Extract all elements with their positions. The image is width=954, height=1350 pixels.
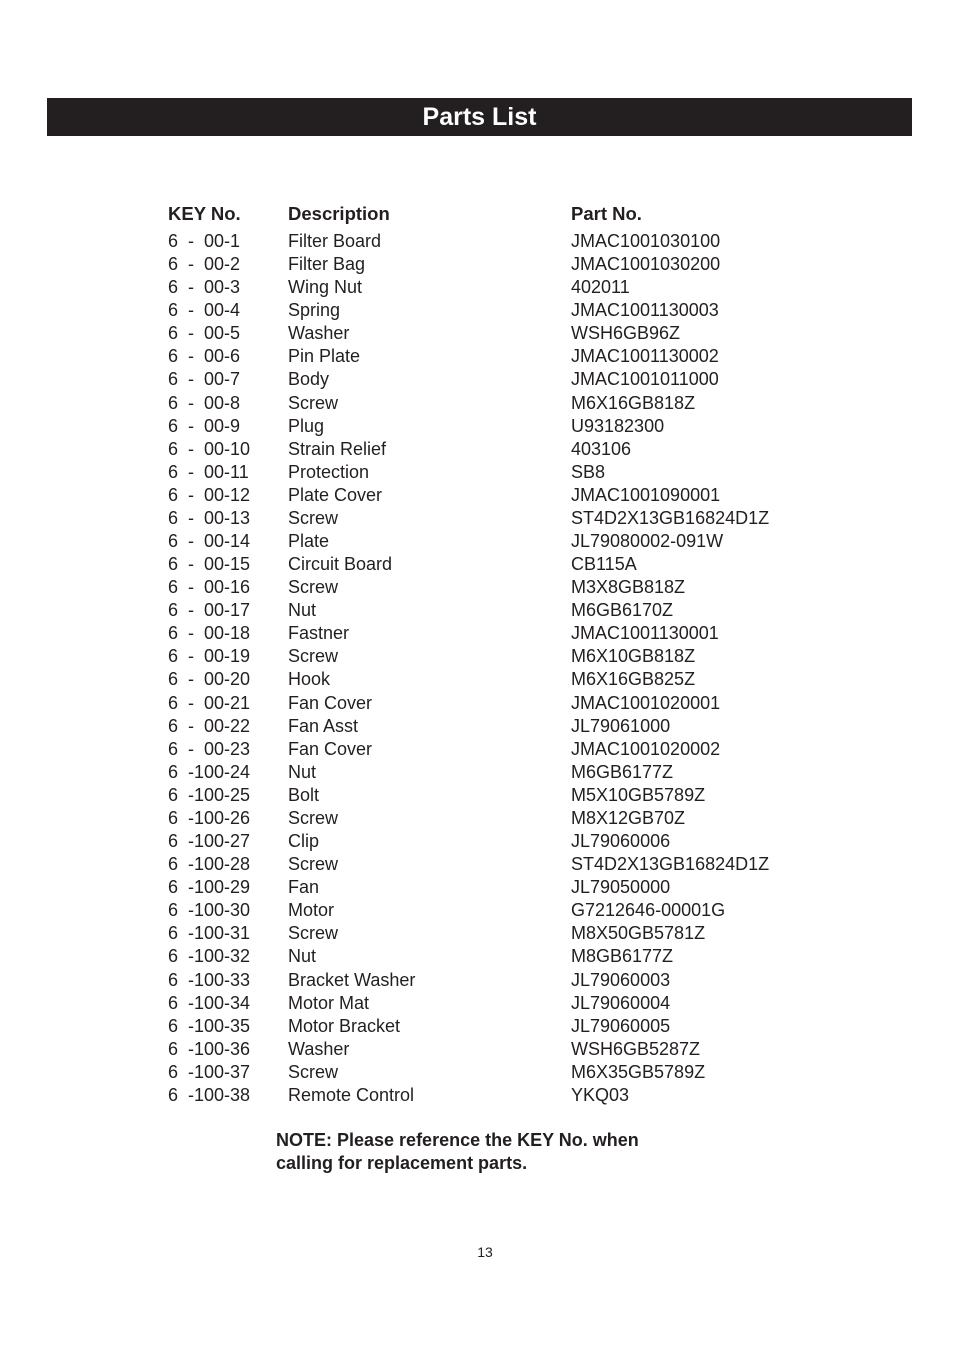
description-cell: Body: [288, 369, 330, 390]
table-row: [168, 276, 808, 299]
description-cell: Circuit Board: [288, 554, 393, 575]
description-cell: Pin Plate: [288, 346, 361, 367]
header-key-no: KEY No.: [168, 203, 241, 224]
table-row: [168, 876, 808, 899]
table-header: [168, 202, 808, 230]
table-row: [168, 899, 808, 922]
description-cell: Filter Bag: [288, 254, 366, 275]
key-cell: 6 - 00-5: [168, 323, 241, 344]
key-cell: 6 - 00-8: [168, 392, 241, 413]
table-row: [168, 438, 808, 461]
description-cell: Protection: [288, 461, 370, 482]
description-cell: Plug: [288, 415, 325, 436]
part-cell: M8X12GB70Z: [571, 807, 686, 828]
table-row: [168, 738, 808, 761]
table-row: [168, 992, 808, 1015]
key-cell: 6 - 00-14: [168, 531, 251, 552]
description-cell: Screw: [288, 1061, 339, 1082]
part-cell: M6GB6170Z: [571, 600, 674, 621]
table-row: [168, 830, 808, 853]
part-cell: M8GB6177Z: [571, 946, 674, 967]
table-row: [168, 761, 808, 784]
part-cell: JL79060003: [571, 969, 671, 990]
part-cell: M6X35GB5789Z: [571, 1061, 706, 1082]
description-cell: Screw: [288, 854, 339, 875]
table-row: [168, 969, 808, 992]
table-row: [168, 599, 808, 622]
part-cell: JL79060006: [571, 831, 671, 852]
table-row: [168, 461, 808, 484]
part-cell: M6X16GB818Z: [571, 392, 696, 413]
key-cell: 6 - 00-23: [168, 738, 251, 759]
table-row: [168, 253, 808, 276]
description-cell: Screw: [288, 507, 339, 528]
table-row: [168, 368, 808, 391]
key-cell: 6 - 00-7: [168, 369, 241, 390]
part-cell: SB8: [571, 461, 606, 482]
table-row: [168, 715, 808, 738]
key-cell: 6 -100-33: [168, 969, 251, 990]
key-cell: 6 - 00-12: [168, 484, 251, 505]
key-cell: 6 - 00-9: [168, 415, 241, 436]
part-cell: U93182300: [571, 415, 665, 436]
description-cell: Plate Cover: [288, 484, 383, 505]
key-cell: 6 - 00-20: [168, 669, 251, 690]
table-row: [168, 922, 808, 945]
part-cell: JMAC1001130002: [571, 346, 719, 367]
table-row: [168, 692, 808, 715]
table-row: [168, 1038, 808, 1061]
description-cell: Motor Bracket: [288, 1015, 401, 1036]
table-row: [168, 530, 808, 553]
description-cell: Fan Cover: [288, 738, 373, 759]
header-part-no: Part No.: [571, 203, 642, 224]
description-cell: Hook: [288, 669, 331, 690]
key-cell: 6 - 00-10: [168, 438, 251, 459]
key-cell: 6 - 00-11: [168, 461, 249, 482]
note-line-2: calling for replacement parts.: [276, 1153, 528, 1173]
key-cell: 6 - 00-2: [168, 254, 241, 275]
part-cell: M6X10GB818Z: [571, 646, 696, 667]
description-cell: Nut: [288, 946, 317, 967]
part-cell: YKQ03: [571, 1084, 630, 1105]
key-cell: 6 -100-27: [168, 831, 251, 852]
part-cell: JMAC1001130001: [571, 623, 719, 644]
table-row: [168, 415, 808, 438]
key-cell: 6 - 00-15: [168, 554, 251, 575]
note-line-1: NOTE: Please reference the KEY No. when: [276, 1130, 639, 1150]
page-title-bar: [47, 98, 912, 136]
key-cell: 6 -100-24: [168, 761, 251, 782]
table-row: [168, 576, 808, 599]
key-cell: 6 - 00-13: [168, 507, 251, 528]
part-cell: JL79061000: [571, 715, 671, 736]
key-cell: 6 -100-37: [168, 1061, 251, 1082]
part-cell: 402011: [571, 277, 630, 298]
part-cell: JMAC1001030100: [571, 231, 721, 251]
part-cell: 403106: [571, 438, 632, 459]
key-cell: 6 -100-38: [168, 1084, 251, 1105]
table-body: [168, 230, 808, 1107]
part-cell: M6GB6177Z: [571, 761, 674, 782]
table-row: [168, 299, 808, 322]
description-cell: Filter Board: [288, 231, 382, 251]
key-cell: 6 -100-34: [168, 992, 251, 1013]
description-cell: Bolt: [288, 784, 320, 805]
part-cell: M3X8GB818Z: [571, 577, 686, 598]
table-row: [168, 553, 808, 576]
description-cell: Spring: [288, 300, 341, 321]
part-cell: M5X10GB5789Z: [571, 784, 706, 805]
table-row: [168, 392, 808, 415]
table-row: [168, 807, 808, 830]
part-cell: M6X16GB825Z: [571, 669, 696, 690]
key-cell: 6 - 00-17: [168, 600, 251, 621]
key-cell: 6 -100-25: [168, 784, 251, 805]
part-cell: JL79050000: [571, 877, 671, 898]
key-cell: 6 -100-26: [168, 807, 251, 828]
key-cell: 6 - 00-3: [168, 277, 241, 298]
part-cell: JMAC1001020002: [571, 738, 721, 759]
page-number-container: [0, 1244, 954, 1260]
key-cell: 6 -100-29: [168, 877, 251, 898]
key-cell: 6 - 00-21: [168, 692, 251, 713]
description-cell: Nut: [288, 600, 317, 621]
table-row: [168, 784, 808, 807]
description-cell: Plate: [288, 531, 330, 552]
part-cell: WSH6GB5287Z: [571, 1038, 701, 1059]
table-row: [168, 507, 808, 530]
key-cell: 6 - 00-6: [168, 346, 241, 367]
part-cell: JMAC1001020001: [571, 692, 721, 713]
description-cell: Screw: [288, 577, 339, 598]
table-row: [168, 645, 808, 668]
key-cell: 6 -100-30: [168, 900, 251, 921]
description-cell: Motor Mat: [288, 992, 370, 1013]
key-cell: 6 - 00-19: [168, 646, 251, 667]
part-cell: WSH6GB96Z: [571, 323, 681, 344]
key-cell: 6 - 00-16: [168, 577, 251, 598]
description-cell: Fan Asst: [288, 715, 359, 736]
table-row: [168, 484, 808, 507]
description-cell: Screw: [288, 923, 339, 944]
description-cell: Fastner: [288, 623, 350, 644]
description-cell: Fan: [288, 877, 320, 898]
description-cell: Motor: [288, 900, 335, 921]
part-cell: CB115A: [571, 554, 637, 575]
part-cell: ST4D2X13GB16824D1Z: [571, 854, 770, 875]
description-cell: Fan Cover: [288, 692, 373, 713]
description-cell: Screw: [288, 807, 339, 828]
key-cell: 6 -100-31: [168, 923, 251, 944]
table-row: [168, 322, 808, 345]
key-cell: 6 - 00-22: [168, 715, 251, 736]
replacement-note: [276, 1129, 736, 1175]
description-cell: Screw: [288, 646, 339, 667]
table-row: [168, 668, 808, 691]
description-cell: Clip: [288, 831, 320, 852]
description-cell: Screw: [288, 392, 339, 413]
page-title: Parts List: [422, 102, 537, 131]
key-cell: 6 - 00-4: [168, 300, 241, 321]
table-row: [168, 1015, 808, 1038]
description-cell: Bracket Washer: [288, 969, 416, 990]
table-row: [168, 945, 808, 968]
key-cell: 6 -100-36: [168, 1038, 251, 1059]
description-cell: Washer: [288, 1038, 350, 1059]
description-cell: Strain Relief: [288, 438, 387, 459]
part-cell: JL79060004: [571, 992, 671, 1013]
description-cell: Nut: [288, 761, 317, 782]
key-cell: 6 -100-35: [168, 1015, 251, 1036]
key-cell: 6 -100-32: [168, 946, 251, 967]
part-cell: JMAC1001030200: [571, 254, 721, 275]
description-cell: Wing Nut: [288, 277, 363, 298]
table-row: [168, 1084, 808, 1107]
part-cell: JMAC1001090001: [571, 484, 721, 505]
parts-table: [168, 202, 808, 1107]
page-number: 13: [477, 1244, 493, 1260]
key-cell: 6 - 00-18: [168, 623, 251, 644]
part-cell: M8X50GB5781Z: [571, 923, 706, 944]
table-row: [168, 853, 808, 876]
header-description: Description: [288, 203, 390, 224]
part-cell: JMAC1001011000: [571, 369, 719, 390]
part-cell: JL79060005: [571, 1015, 671, 1036]
key-cell: 6 -100-28: [168, 854, 251, 875]
table-row: [168, 622, 808, 645]
part-cell: G7212646-00001G: [571, 900, 726, 921]
table-row: [168, 1061, 808, 1084]
table-row: [168, 345, 808, 368]
part-cell: ST4D2X13GB16824D1Z: [571, 507, 770, 528]
table-row: [168, 230, 808, 253]
part-cell: JL79080002-091W: [571, 531, 724, 552]
part-cell: JMAC1001130003: [571, 300, 719, 321]
key-cell: 6 - 00-1: [168, 231, 241, 251]
description-cell: Washer: [288, 323, 350, 344]
description-cell: Remote Control: [288, 1084, 415, 1105]
